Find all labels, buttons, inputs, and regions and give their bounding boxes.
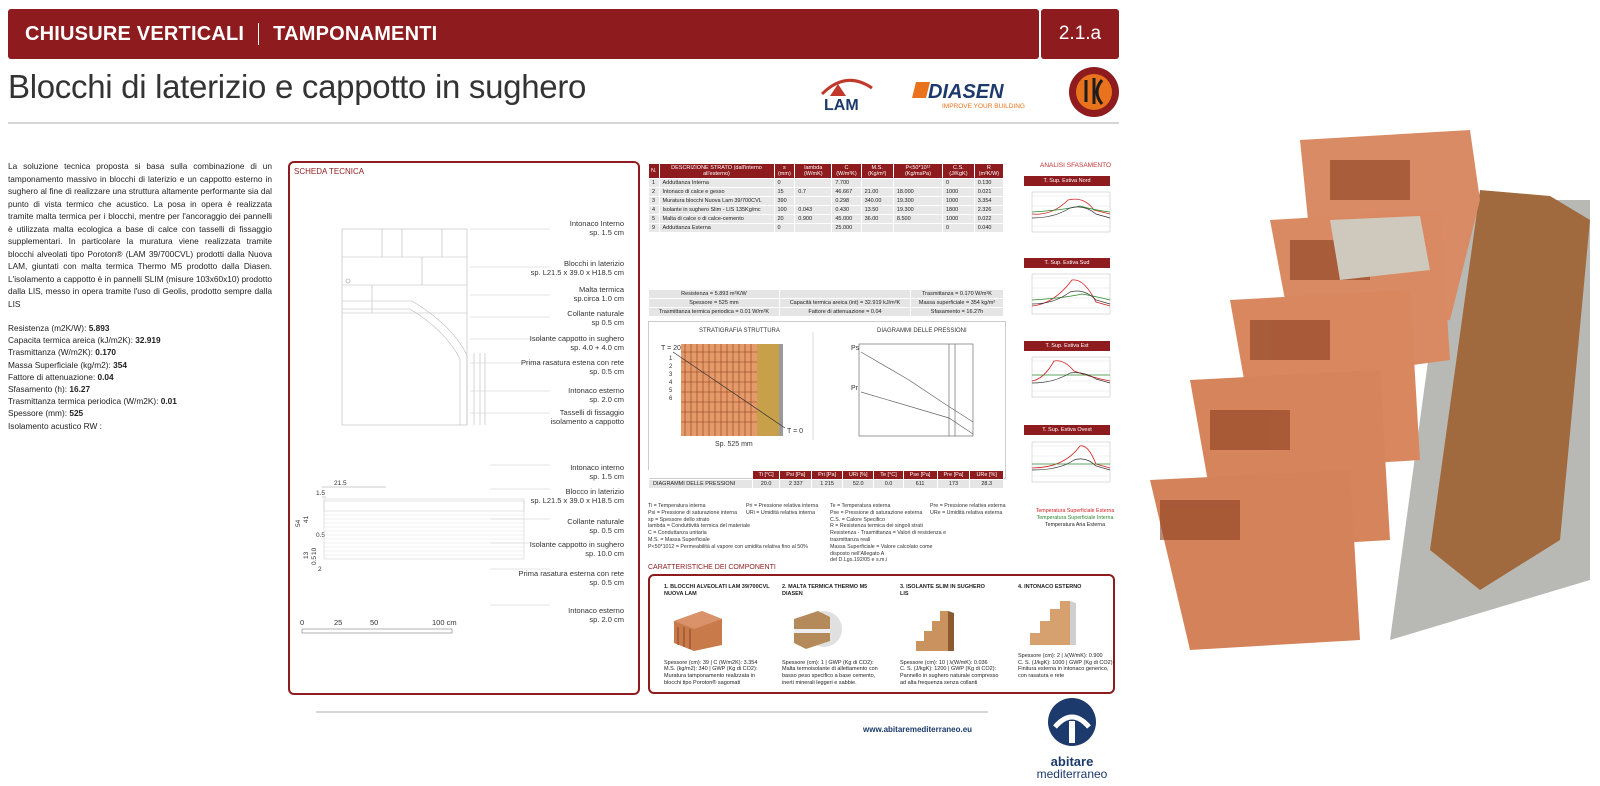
footer-divider [316, 711, 988, 713]
t-internal: T = 20 [661, 345, 681, 352]
label-malta-termica: Malta termica sp.circa 1.0 cm [573, 285, 624, 303]
layer-num-4: 4 [669, 380, 673, 386]
table-row: DIAGRAMMI DELLE PRESSIONI 20.0 2 337 1 215 52.0 0.0 611 173 28.3 [649, 480, 1004, 489]
component-1: 1. BLOCCHI ALVEOLATI LAM 39/700CVL NUOVA LAM Spessore (cm): 39 | C (W/m2K): 3.354 M.S. (kg/m2): 340 | GWP (Kg di CO2): Muratura tamponamento realizzata in blocchi tipo Poroton® sagomati [664, 584, 770, 686]
cork-insulation-icon [908, 601, 960, 653]
component-3: 3. ISOLANTE SLIM IN SUGHERO LIS Spessore (cm): 10 | λ(W/mK): 0.036 C. S. (J/kgK): 1200 | GWP (Kg di CO2): Pannello in sughero naturale compresso ad alta frequenza senza collanti [900, 584, 999, 686]
dim-21-5: 21.5 [334, 480, 347, 487]
dim-41: 41 [303, 515, 310, 523]
brick-block-icon [672, 601, 724, 653]
scale-100: 100 cm [432, 618, 457, 627]
table-row: Spessore = 525 mm Capacità termica areica (int) = 32.919 kJ/m²K Massa superficiale = 354 kg/m² [649, 299, 1004, 308]
label-plan-isolante: Isolante cappotto in sughero sp. 10.0 cm [529, 540, 624, 558]
table-row: 3 Muratura blocchi Nuova Lam 39/700CVL 390 0.298 340.00 19.300 1000 3.354 [649, 197, 1004, 206]
summary-table [648, 289, 1004, 317]
table-row: 5 Malta di calce o di calce-cemento 20 0.900 45.000 36.00 8.500 1000 0.022 [649, 215, 1004, 224]
abitare-emblem [1047, 697, 1097, 747]
layer-num-1: 1 [669, 356, 673, 362]
scheda-title: SCHEDA TECNICA [294, 167, 365, 176]
layer-num-5: 5 [669, 388, 673, 394]
header-separator [258, 23, 259, 45]
dim-1-5: 1.5 [316, 490, 326, 497]
legend-col3: Te = Temperatura esterna Pse = Pressione di saturazione esterna C.S. = Calore Specifico R = Resistenza termica dei singoli strati Resistenza - Trasmittanza = Valori di resistenza e trasmittanza reali Massa Superficiale = Valore calcolato come disposto nell'Allegato A del D.Lgs.192/05 e s.m.i [830, 503, 947, 564]
col-cs: C.S. (J/KgK) [943, 164, 975, 179]
leader-lines-upper [470, 223, 550, 423]
website-link[interactable]: www.abitaremediterraneo.eu [863, 725, 973, 734]
spec-capacita: Capacita termica areica (kJ/m2K): 32.919 [8, 335, 161, 346]
label-intonaco-interno: Intonaco Interno sp. 1.5 cm [569, 219, 624, 237]
chart-sud [1024, 270, 1110, 320]
brand-line-2: mediterraneo [1036, 767, 1108, 781]
scale-50: 50 [370, 618, 379, 627]
thickness-label: Sp. 525 mm [715, 441, 753, 448]
table-row: 9 Adduttanza Esterna 0 25.000 0 0.040 [649, 224, 1004, 233]
table-row: 2 Intonaco di calce e gesso 15 0.7 46.667 21.00 18.000 1000 0.021 [649, 188, 1004, 197]
lam-logo [816, 74, 888, 112]
label-plan-intonaco-interno: Intonaco interno sp. 1.5 cm [570, 463, 624, 481]
chart-est [1024, 353, 1110, 403]
legend-col1: Ti = Temperatura interna Psi = Pressione di saturazione interna sp = Spessore dello strato lambda = Conduttività termica del materiale C = Conduttanza unitaria M.S. = Massa Superficiale P<50*1012 = Permeabilità al vapore con umidita relativa fino al 50% [648, 503, 808, 550]
diasen-logo [912, 78, 1042, 112]
section-code: 2.1.a [1041, 9, 1119, 59]
pressures-header-row: Ti [°C] Psi [Pa] Pri [Pa] URi [%] Te [°C] Pse [Pa] Pre [Pa] URe [%] [649, 471, 1004, 480]
leader-lines-lower [490, 459, 550, 611]
label-prima-rasatura: Prima rasatura estena con rete sp. 0.5 cm [521, 358, 624, 376]
lis-seal-logo [1068, 66, 1120, 118]
t-external: T = 0 [787, 428, 804, 435]
label-isolante-cappotto: Isolante cappotto in sughero sp. 4.0 + 4.0 cm [529, 334, 624, 352]
scheda-tecnica-panel [288, 161, 640, 695]
stratigrafia-diagram [649, 322, 1005, 464]
scale-bar [300, 618, 457, 633]
layer-num-2: 2 [669, 364, 673, 370]
analisi-legend [1027, 508, 1123, 529]
legend-col4: Pre = Pressione relativa esterna URe = Umidità relativa esterna [930, 503, 1006, 516]
lam-logo-text: LAM [824, 97, 859, 114]
spec-fattore: Fattore di attenuazione: 0.04 [8, 371, 114, 382]
legend-int: Temperatura Superficiale Interna [1036, 515, 1114, 521]
abitare-mediterraneo-logo [1028, 697, 1116, 783]
spec-trasmittanza: Trasmittanza (W/m2K): 0.170 [8, 347, 117, 358]
spec-list [8, 322, 272, 432]
wall-assembly-photo [1150, 120, 1595, 665]
title-divider [8, 122, 1119, 124]
partner-logos [816, 66, 1121, 118]
layers-body [649, 179, 1004, 233]
layer-num-3: 3 [669, 372, 673, 378]
col-n: N. [649, 164, 660, 179]
dim-54: 54 [295, 519, 302, 527]
col-p: P<50*10¹² (Kg/msPa) [893, 164, 942, 179]
strat-title-right: DIAGRAMMI DELLE PRESSIONI [877, 328, 967, 334]
label-intonaco-esterno: Intonaco esterno sp. 2.0 cm [568, 386, 624, 404]
scale-25: 25 [334, 618, 343, 627]
caratteristiche-title: CARATTERISTICHE DEI COMPONENTI [648, 564, 776, 571]
component-2: 2. MALTA TERMICA THERMO M5 DIASEN Spessore (cm): 1 | GWP (Kg di CO2): Malta termoisolante di allettamento con basso peso specifico a base cemento, inerti minerali leggeri e sabbie. [782, 584, 878, 686]
col-r: R (m²K/W) [974, 164, 1003, 179]
col-s: s (mm) [774, 164, 795, 179]
analisi-title: ANALISI SFASAMENTO [1040, 162, 1112, 169]
col-ms: M.S. (Kg/m²) [861, 164, 893, 179]
col-descrizione: DESCRIZIONE STRATO (dall'interno all'esterno) [659, 164, 774, 179]
strat-title-left: STRATIGRAFIA STRUTTURA [699, 328, 780, 334]
label-collante-naturale: Collante naturale sp 0.5 cm [567, 309, 624, 327]
spec-resistenza: Resistenza (m2K/W): 5.893 [8, 323, 110, 333]
table-row: Resistenza = 5.893 m²K/W Trasmittanza = 0.170 W/m²K [649, 290, 1004, 299]
category-title: CHIUSURE VERTICALI [25, 22, 245, 45]
chart-title-est: T. Sup. Estiva Est [1024, 341, 1110, 351]
dim-0-5a: 0.5 [316, 532, 326, 539]
spec-isolamento: Isolamento acustico RW : [8, 420, 102, 431]
spec-massa: Massa Superficiale (kg/m2): 354 [8, 359, 127, 370]
layers-table [648, 163, 1004, 233]
label-plan-blocco: Blocco in laterizio sp. L21.5 x 39.0 x H18.5 cm [530, 487, 624, 505]
chart-ovest [1024, 438, 1110, 488]
legend-air: Temperatura Aria Esterna [1044, 522, 1106, 528]
dim-2: 2 [318, 566, 322, 573]
pr-label: Pr [851, 385, 858, 392]
label-blocchi-laterizio: Blocchi in laterizio sp. L21.5 x 39.0 x H18.5 cm [530, 259, 624, 277]
label-plan-rasatura: Prima rasatura esterna con rete sp. 0.5 cm [518, 569, 624, 587]
table-row: 4 Isolante in sughero Slim - LIS 135Kg/mc 100 0.043 0.430 13.50 19.300 1800 2.326 [649, 206, 1004, 215]
spec-spessore: Spessore (mm): 525 [8, 408, 84, 419]
label-tasselli: Tasselli di fissaggio isolamento a cappotto [550, 408, 624, 426]
label-plan-collante: Collante naturale sp. 0.5 cm [567, 517, 624, 535]
plaster-layer-icon [1026, 595, 1078, 647]
dim-13: 13 [303, 551, 310, 559]
label-plan-intonaco-esterno: Intonaco esterno sp. 2.0 cm [568, 606, 624, 624]
layer-num-6: 6 [669, 396, 673, 402]
pressures-table [648, 470, 1004, 489]
diasen-logo-tagline: IMPROVE YOUR BUILDING [942, 103, 1025, 110]
chart-title-ovest: T. Sup. Estiva Ovest [1024, 425, 1110, 435]
ps-label: Ps [851, 345, 860, 352]
page-title: Blocchi di laterizio e cappotto in sughero [8, 68, 587, 105]
legend-col2: Pri = Pressione relativa interna URi = Umidità relativa interna [746, 503, 819, 516]
brand-line-1: abitare [1050, 754, 1094, 769]
stratigrafia-panel [648, 321, 1006, 479]
dim-0-5b: 0.5 [311, 555, 318, 565]
chart-title-nord: T. Sup. Estiva Nord [1024, 176, 1110, 186]
mortar-block-icon [790, 601, 842, 653]
table-row: 1 Adduttanza Interna 0 7.700 0 0.130 [649, 179, 1004, 188]
spec-sfasamento: Sfasamento (h): 16.27 [8, 384, 91, 395]
layers-header-row [649, 164, 1004, 179]
table-row: Trasmittanza termica periodica = 0.01 W/m²K Fattore di attenuazione = 0.04 Sfasamento = 16.27h [649, 308, 1004, 317]
chart-nord [1024, 188, 1110, 238]
chart-title-sud: T. Sup. Estiva Sud [1024, 258, 1110, 268]
diasen-logo-text: DIASEN [928, 81, 1004, 103]
scale-0: 0 [300, 618, 305, 627]
dim-10: 10 [311, 547, 318, 555]
intro-text: La soluzione tecnica proposta si basa sulla combinazione di un tamponamento massivo in blocchi di laterizio e un cappotto esterno in sughero al fine di realizzare una struttura altamente performante sia dal punto di vista termico che acustico. La posa in opera è realizzata tramite malta termica per i blocchi, mentre per l'ancoraggio dei pannelli è utilizzata malta ecologica a base di calce con tasselli di fissaggio supplementari. In particolare la muratura viene realizzata tramite blocchi alveolati tipo Poroton® (LAM 39/700CVL) prodotti dalla Nuova LAM, giuntati con malta termica Thermo M5 prodotto dalla Diasen. L'isolamento a cappotto è in pannelli SLIM (misure 103x60x10) prodotto dalla LIS, messo in opera tramite l'uso di Geolis, prodotto sempre dalla LIS [8, 161, 273, 309]
col-c: C (W/m²K) [832, 164, 861, 179]
spec-trasm-periodica: Trasmittanza termica periodica (W/m2K): 0.01 [8, 396, 177, 407]
caratteristiche-panel [648, 574, 1115, 694]
subcategory-title: TAMPONAMENTI [273, 22, 438, 45]
header-bar [8, 9, 1039, 59]
legend-ext: Temperatura Superficiale Esterna [1035, 508, 1115, 514]
col-lambda: lambda (W/mK) [795, 164, 832, 179]
component-4: 4. INTONACO ESTERNO Spessore (cm): 2 | λ(W/mK): 0.900 C. S. (J/kgK): 1000 | GWP (Kg di CO2): Finitura esterna in intonaco generico, con rasatura e rete [1018, 584, 1115, 679]
